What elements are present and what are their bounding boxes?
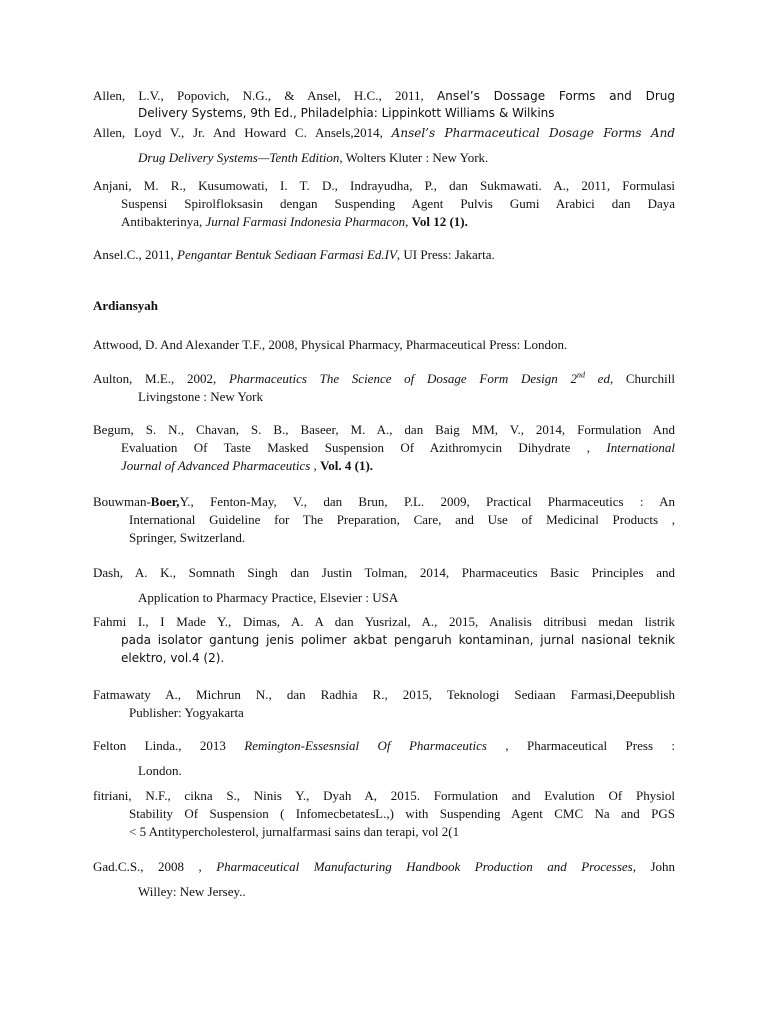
reference-anjani-2011: Anjani, M. R., Kusumowati, I. T. D., Indrayudha, P., dan Sukmawati. A., 2011, Formulasi Suspensi Spirolfloksasin dengan Suspending Agent Pulvis Gumi Arabici dan Daya Antibakterinya, Jurnal Farmasi Indonesia Pharmacon, Vol 12 (1). [93,178,675,229]
reference-ansel-2011: Ansel.C., 2011, Pengantar Bentuk Sediaan Farmasi Ed.IV, UI Press: Jakarta. [93,247,495,262]
reference-allen-2011: Allen, L.V., Popovich, N.G., & Ansel, H.C., 2011, Ansel’s Dossage Forms and Drug Delivery Systems, 9th Ed., Philadelphia: Lippinkott Williams & Wilkins [93,88,676,120]
reference-fatmawaty-2015: Fatmawaty A., Michrun N., dan Radhia R., 2015, Teknologi Sediaan Farmasi,Deepublish Publisher: Yogyakarta [93,687,675,720]
reference-allen-2014: Allen, Loyd V., Jr. And Howard C. Ansels,2014, Ansel’s Pharmaceutical Dosage Forms And Drug Delivery Systems—Tenth Edition, Wolters Kluter : New York. [93,125,676,165]
section-heading: Ardiansyah [93,298,159,313]
reference-bouwman-2009: Bouwman-Boer,Y., Fenton-May, V., dan Brun, P.L. 2009, Practical Pharmaceutics : An International Guideline for The Preparation, Care, and Use of Medicinal Products , Springer, Switzerland. [93,494,675,545]
reference-fahmi-2015: Fahmi I., I Made Y., Dimas, A. A dan Yusrizal, A., 2015, Analisis ditribusi medan listrik pada isolator gantung jenis polimer akbat pengaruh kontaminan, jurnal nasional teknik elektro, vol.4 (2). [93,614,675,665]
reference-gad-2008: Gad.C.S., 2008 , Pharmaceutical Manufacturing Handbook Production and Processes, John Willey: New Jersey.. [93,859,676,899]
reference-attwood-2008: Attwood, D. And Alexander T.F., 2008, Physical Pharmacy, Pharmaceutical Press: London. [93,337,568,352]
reference-fitriani-2015: fitriani, N.F., cikna S., Ninis Y., Dyah A, 2015. Formulation and Evalution Of Physiol Stability Of Suspension ( InfomecbetatesL.,) with Suspending Agent CMC Na and PGS < 5 Antitypercholesterol, jurnalfarmasi sains dan terapi, vol 2(1 [93,788,675,839]
reference-dash-2014: Dash, A. K., Somnath Singh dan Justin Tolman, 2014, Pharmaceutics Basic Principles and Application to Pharmacy Practice, Elsevier : USA [93,565,675,605]
reference-aulton-2002: Aulton, M.E., 2002, Pharmaceutics The Science of Dosage Form Design 2nd ed, Churchill Livingstone : New York [93,370,675,404]
reference-begum-2014: Begum, S. N., Chavan, S. B., Baseer, M. A., dan Baig MM, V., 2014, Formulation And Evaluation Of Taste Masked Suspension Of Azithromycin Dihydrate , International Journal of Advanced Pharmaceutics , Vol. 4 (1). [93,422,675,473]
reference-felton-2013: Felton Linda., 2013 Remington-Essesnsial Of Pharmaceutics , Pharmaceutical Press : London. [93,738,676,778]
